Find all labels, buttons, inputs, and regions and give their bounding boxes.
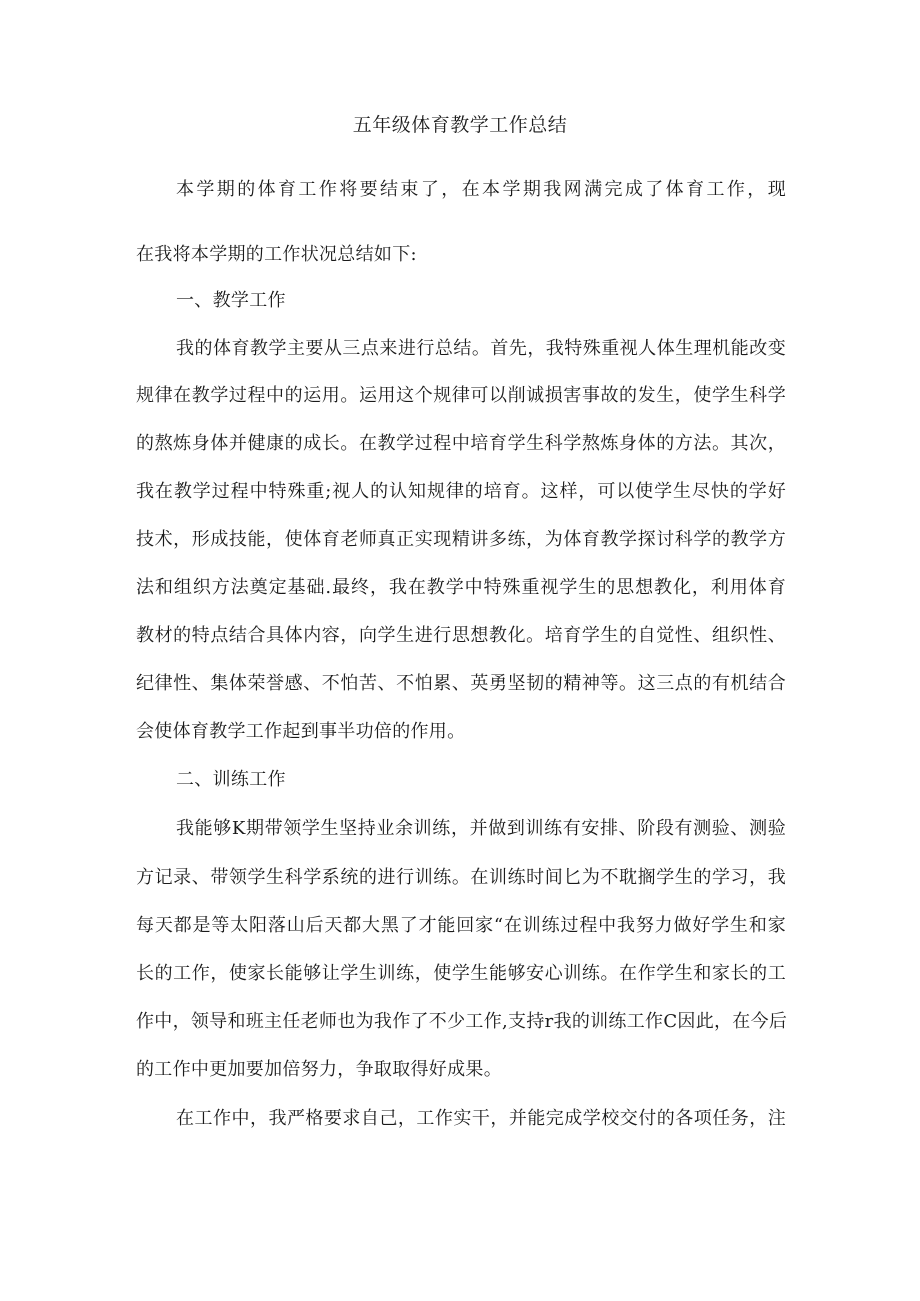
teaching-paragraph-line: 我的体育教学主要从三点来进行总结。首先，我特殊重视人体生理机能改变 (176, 338, 786, 359)
teaching-paragraph-line: 规律在教学过程中的运用。运用这个规律可以削诚损害事故的发生，使学生科学 (136, 385, 786, 406)
document-title: 五年级体育教学工作总结 (352, 114, 568, 136)
section-heading-teaching: 一、教学工作 (176, 290, 286, 311)
training-paragraph-line: 每天都是等太阳落山后天都大黑了才能回家“在训练过程中我努力做好学生和家 (136, 915, 786, 936)
teaching-paragraph-line: 技术，形成技能，使体育老师真正实现精讲多练，为体育教学探讨科学的教学方 (136, 529, 786, 550)
teaching-paragraph-line: 的熬炼身体并健康的成长。在教学过程中培育学生科学熬炼身体的方法。其次， (136, 433, 786, 454)
teaching-paragraph-line: 纪律性、集体荣誉感、不怕苦、不怕累、英勇坚韧的精神等。这三点的有机结合 (136, 673, 786, 694)
teaching-paragraph-line: 教材的特点结合具体内容，向学生进行思想教化。培育学生的自觉性、组织性、 (136, 625, 786, 646)
teaching-paragraph-line: 法和组织方法奠定基础.最终，我在教学中特殊重视学生的思想教化，利用体育 (136, 577, 786, 598)
training-paragraph-line: 我能够K期带领学生坚持业余训练，并做到训练有安排、阶段有测验、测验 (176, 818, 786, 839)
section-heading-training: 二、训练工作 (176, 769, 286, 790)
training-paragraph-line: 作中，领导和班主任老师也为我作了不少工作,支持r我的训练工作C因此，在今后 (136, 1011, 788, 1032)
training-paragraph-line: 长的工作，使家长能够让学生训练，使学生能够安心训练。在作学生和家长的工 (136, 963, 786, 984)
training-paragraph-line: 方记录、带领学生科学系统的进行训练。在训练时间匕为不耽搁学生的学习，我 (136, 867, 786, 888)
training-paragraph-line: 的工作中更加要加倍努力，争取取得好成果。 (136, 1059, 502, 1080)
intro-line-2: 在我将本学期的工作状况总结如下: (136, 244, 417, 265)
closing-paragraph-line: 在工作中，我严格要求自己，工作实干，并能完成学校交付的各项任务，注 (176, 1108, 786, 1129)
teaching-paragraph-line: 会使体育教学工作起到事半功倍的作用。 (136, 721, 466, 742)
teaching-paragraph-line: 我在教学过程中特殊重;视人的认知规律的培育。这样，可以使学生尽快的学好 (136, 481, 786, 502)
intro-line-1: 本学期的体育工作将要结束了，在本学期我网满完成了体育工作，现 (176, 179, 786, 200)
